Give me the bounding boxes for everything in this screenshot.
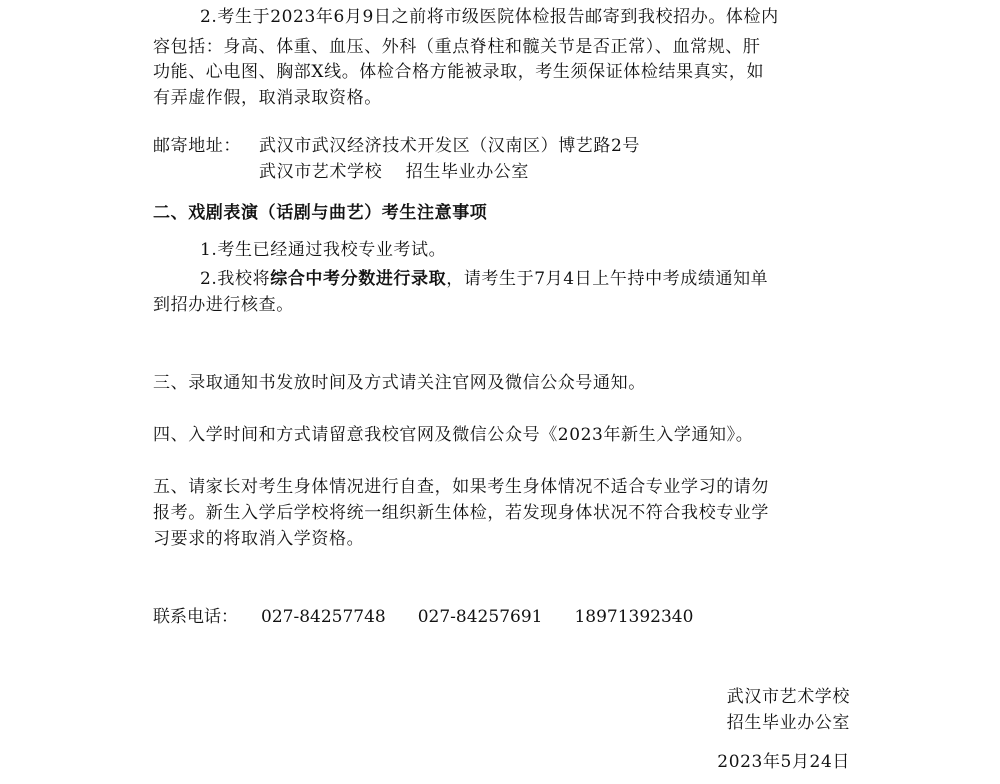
section-2-heading: 二、戏剧表演（话剧与曲艺）考生注意事项 bbox=[153, 203, 488, 223]
section-4-text: 四、入学时间和方式请留意我校官网及微信公众号《2023年新生入学通知》。 bbox=[153, 425, 754, 445]
signature-office: 招生毕业办公室 bbox=[726, 713, 850, 733]
section-2-item-2-prefix: 2.我校将 bbox=[200, 269, 271, 289]
section-2-item-2 bbox=[200, 268, 768, 290]
phone-number-1: 027-84257748 bbox=[261, 607, 386, 627]
section-2-item-2-emphasis: 综合中考分数进行录取 bbox=[270, 269, 447, 289]
section-5-line-2: 报考。新生入学后学校将统一组织新生体检，若发现身体状况不符合我校专业学 bbox=[153, 503, 769, 523]
signature-school: 武汉市艺术学校 bbox=[726, 687, 850, 707]
health-check-line-1: 2.考生于2023年6月9日之前将市级医院体检报告邮寄到我校招办。体检内 bbox=[200, 7, 779, 27]
mail-address: 武汉市武汉经济技术开发区（汉南区）博艺路2号 bbox=[259, 136, 641, 156]
contact-phones bbox=[153, 606, 725, 628]
phone-number-3: 18971392340 bbox=[574, 607, 694, 627]
health-check-line-4: 有弄虚作假，取消录取资格。 bbox=[153, 88, 382, 108]
contact-label: 联系电话： bbox=[153, 607, 238, 627]
mail-recipient: 武汉市艺术学校 招生毕业办公室 bbox=[259, 162, 530, 182]
section-2-item-2-line-2: 到招办进行核查。 bbox=[153, 295, 294, 315]
signature-date: 2023年5月24日 bbox=[717, 752, 850, 772]
section-5-line-1: 五、请家长对考生身体情况进行自查，如果考生身体情况不适合专业学习的请勿 bbox=[153, 477, 769, 497]
section-5-line-3: 习要求的将取消入学资格。 bbox=[153, 529, 365, 549]
section-3-text: 三、录取通知书发放时间及方式请关注官网及微信公众号通知。 bbox=[153, 373, 646, 393]
section-2-item-1: 1.考生已经通过我校专业考试。 bbox=[200, 240, 447, 260]
phone-number-2: 027-84257691 bbox=[417, 607, 543, 627]
health-check-line-2: 容包括：身高、体重、血压、外科（重点脊柱和髋关节是否正常）、血常规、肝 bbox=[153, 37, 761, 57]
mail-address-label: 邮寄地址： bbox=[153, 136, 241, 156]
section-2-item-2-suffix: ，请考生于7月4日上午持中考成绩通知单 bbox=[446, 269, 769, 289]
health-check-line-3: 功能、心电图、胸部X线。体检合格方能被录取，考生须保证体检结果真实，如 bbox=[153, 62, 765, 82]
